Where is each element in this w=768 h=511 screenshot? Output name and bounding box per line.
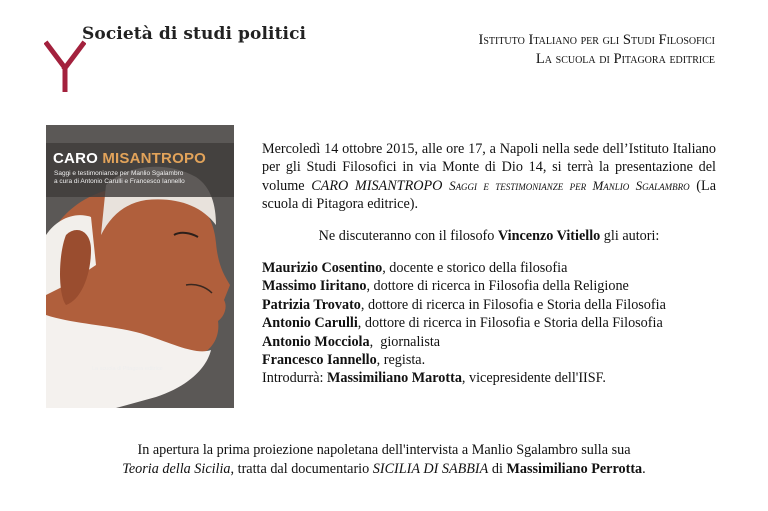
book-cover — [46, 125, 234, 408]
institute-header — [478, 31, 715, 69]
footer-line1: In apertura la prima proiezione napoletana dell'intervista a Manlio Sgalambro sulla sua — [137, 442, 631, 458]
speaker-name: Francesco Iannello — [262, 352, 377, 369]
footer-line2 — [70, 460, 698, 479]
speaker-name: Antonio Carulli — [262, 315, 358, 332]
footer-mid: , tratta dal documentario — [230, 461, 373, 477]
cover-subtitle-line2: a cura di Antonio Carulli e Francesco Iannello — [54, 178, 185, 185]
speaker-role: , giornalista — [369, 333, 441, 350]
intro-after: (La scuola di Pitagora editrice). — [262, 177, 716, 213]
discussion-before: Ne discuteranno con il filosofo — [318, 227, 498, 244]
philosopher-name: Vincenzo Vitiello — [497, 227, 601, 244]
speaker-role: , regista. — [376, 352, 426, 369]
discussion-after: gli autori: — [600, 227, 660, 244]
speaker-name: Maurizio Cosentino — [262, 260, 383, 277]
footer-note — [70, 441, 698, 479]
footer-end: . — [642, 461, 646, 477]
intro-before: Mercoledì 14 ottobre 2015, alle ore 17, a Napoli nella sede dell’Istituto Italiano per gli Studi Filosofici in via Monte di Dio 14, si terrà la presentazione del volume — [262, 141, 716, 194]
society-name: Società di studi politici — [82, 24, 307, 44]
speaker-role: , dottore di ricerca in Filosofia della Religione — [366, 278, 629, 295]
book-subtitle: Saggi e testimonianze per Manlio Sgalambro — [449, 177, 690, 193]
footer-by: di — [488, 461, 507, 477]
speaker-item — [262, 277, 716, 295]
cover-publisher: La scuola di Pitagora editrice — [92, 366, 163, 372]
speaker-role: , docente e storico della filosofia — [382, 260, 568, 277]
theory-title: Teoria della Sicilia — [122, 461, 231, 477]
introducer-line — [262, 369, 716, 387]
publisher-name: La scuola di Pitagora editrice — [535, 51, 715, 67]
speaker-role: , dottore di ricerca in Filosofia e Storia della Filosofia — [357, 315, 663, 332]
book-title: CARO MISANTROPO — [311, 177, 443, 194]
institute-name: Istituto Italiano per gli Studi Filosofici — [478, 32, 715, 48]
introducer-name: Massimiliano Marotta — [327, 370, 462, 387]
y-logo-icon — [44, 36, 86, 92]
speaker-item — [262, 296, 716, 314]
cover-title — [53, 150, 206, 167]
announcement — [262, 140, 716, 388]
speaker-role: , dottore di ricerca in Filosofia e Storia della Filosofia — [360, 296, 666, 313]
introducer-role: , vicepresidente dell'IISF. — [461, 370, 606, 387]
discussion-line — [262, 227, 716, 245]
cover-subtitle-line1: Saggi e testimonianze per Manlio Sgalambro — [54, 170, 184, 177]
cover-title-part2: MISANTROPO — [102, 150, 207, 167]
speaker-name: Massimo Iiritano — [262, 278, 367, 295]
cover-title-part1: CARO — [53, 150, 98, 167]
intro-paragraph — [262, 140, 716, 214]
cover-subtitle — [54, 170, 185, 186]
speaker-name: Antonio Mocciola — [262, 333, 370, 350]
documentary-title: SICILIA DI SABBIA — [372, 461, 489, 477]
director-name: Massimiliano Perrotta — [506, 461, 643, 477]
society-logo — [44, 24, 307, 94]
speaker-item — [262, 333, 716, 351]
speaker-list — [262, 259, 716, 388]
introducer-label: Introdurrà: — [262, 370, 328, 387]
speaker-item — [262, 351, 716, 369]
speaker-item — [262, 259, 716, 277]
speaker-name: Patrizia Trovato — [262, 296, 361, 313]
speaker-item — [262, 314, 716, 332]
